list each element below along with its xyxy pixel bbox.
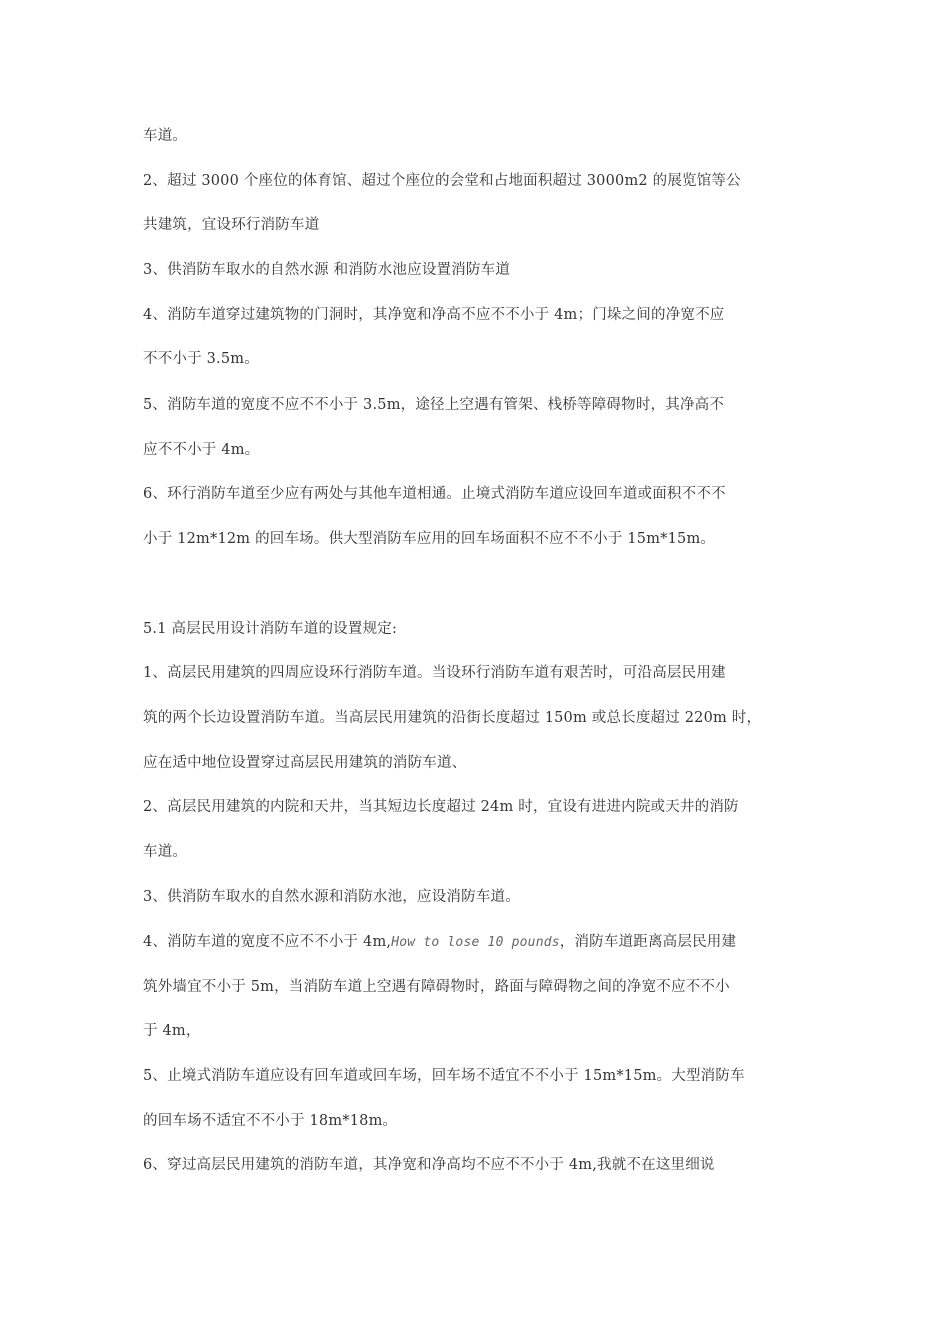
paragraph-line: 筑外墙宜不小于 5m，当消防车道上空遇有障碍物时，路面与障碍物之间的净宽不应不不小 [143,979,730,995]
paragraph-line: 小于 12m*12m 的回车场。供大型消防车应用的回车场面积不应不不小于 15m*15m。 [143,531,716,547]
paragraph-line: 筑的两个长边设置消防车道。当高层民用建筑的沿街长度超过 150m 或总长度超过 220m 时， [143,710,762,726]
paragraph-line: 应不不小于 4m。 [143,442,260,458]
paragraph-line: 车道。 [143,844,188,860]
paragraph-line: 5、止境式消防车道应设有回车道或回车场，回车场不适宜不不小于 15m*15m。大型消防车 [143,1068,745,1084]
paragraph-line [143,932,736,953]
paragraph-line: 5、消防车道的宽度不应不不小于 3.5m，途径上空遇有管架、栈桥等障碍物时，其净高不 [143,397,725,413]
paragraph-line: 车道。 [143,128,188,144]
paragraph-line: 2、高层民用建筑的内院和天井，当其短边长度超过 24m 时，宜设有进进内院或天井的消防 [143,799,739,815]
paragraph-line: 2、超过 3000 个座位的体育馆、超过个座位的会堂和占地面积超过 3000m2 的展览馆等公 [143,173,741,189]
paragraph-line: 的回车场不适宜不不小于 18m*18m。 [143,1113,398,1129]
section-heading: 5.1 高层民用设计消防车道的设置规定: [143,621,398,637]
line-text: ，消防车道距离高层民用建 [559,934,737,950]
paragraph-line: 应在适中地位设置穿过高层民用建筑的消防车道、 [143,755,467,771]
line-text: 4、消防车道的宽度不应不不小于 4m, [143,934,392,950]
paragraph-line: 3、供消防车取水的自然水源和消防水池，应设消防车道。 [143,889,520,905]
paragraph-line: 4、消防车道穿过建筑物的门洞时，其净宽和净高不应不不小于 4m；门垛之间的净宽不应 [143,307,725,323]
paragraph-line: 不不小于 3.5m。 [143,351,259,367]
paragraph-line: 共建筑，宜设环行消防车道 [143,217,320,233]
paragraph-line: 1、高层民用建筑的四周应设环行消防车道。当设环行消防车道有艰苦时，可沿高层民用建 [143,665,726,681]
paragraph-line: 于 4m， [143,1023,201,1039]
paragraph-line: 6、环行消防车道至少应有两处与其他车道相通。止境式消防车道应设回车道或面积不不不 [143,486,726,502]
paragraph-line: 6、穿过高层民用建筑的消防车道，其净宽和净高均不应不不小于 4m,我就不在这里细说 [143,1157,715,1173]
inline-link[interactable]: How to lose 10 pounds [391,935,560,950]
paragraph-line: 3、供消防车取水的自然水源 和消防水池应设置消防车道 [143,262,511,278]
